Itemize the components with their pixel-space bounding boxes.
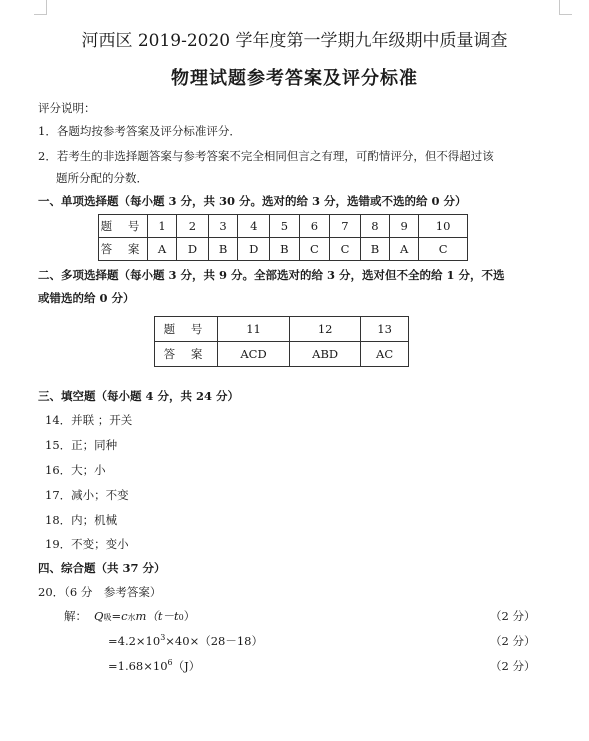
- eq2-base: =4.2×10: [108, 634, 161, 648]
- question-number: 12: [290, 317, 361, 342]
- fill-blank-answer: 17．减小；不变: [45, 488, 129, 502]
- question-number: 11: [218, 317, 290, 342]
- eq3-base: =1.68×10: [108, 659, 168, 673]
- answer-cell: D: [238, 238, 270, 261]
- equation-line-3: [108, 658, 200, 674]
- table-row-label: 题 号: [99, 215, 148, 238]
- question-number: 2: [177, 215, 209, 238]
- equation-line-1: [94, 608, 195, 624]
- question-number: 6: [299, 215, 330, 238]
- points-label: （2 分）: [490, 609, 536, 623]
- section2-heading: 二、多项选择题（每小题 3 分，共 9 分。全部选对的给 3 分，选对但不全的给 1 分，不选: [38, 268, 505, 282]
- document-subtitle: 物理试题参考答案及评分标准: [171, 68, 418, 89]
- points-label: （2 分）: [490, 659, 536, 673]
- table-row-label: 答 案: [99, 238, 148, 261]
- section1-heading: 一、单项选择题（每小题 3 分，共 30 分。选对的给 3 分，选错或不选的给 0 分）: [38, 194, 467, 208]
- fill-blank-answer: 19．不变；变小: [45, 537, 129, 551]
- crop-mark-right: [559, 0, 572, 15]
- scoring-note-item: 2．若考生的非选择题答案与参考答案不完全相同但言之有理，可酌情评分，但不得超过该: [38, 149, 494, 163]
- scoring-note-item: 1．各题均按参考答案及评分标准评分．: [38, 124, 241, 138]
- single-choice-answer-table: [98, 214, 468, 261]
- answer-cell: D: [177, 238, 209, 261]
- section2-heading-cont: 或错选的给 0 分）: [38, 291, 135, 305]
- fill-blank-answer: 18．内；机械: [45, 513, 118, 527]
- eq1-q-subscript: 吸: [103, 613, 112, 622]
- eq1-equals-c: =c: [111, 609, 128, 623]
- document-title: 河西区 2019-2020 学年度第一学期九年级期中质量调查: [81, 31, 508, 51]
- points-label: （2 分）: [490, 634, 536, 648]
- table-row-label: 答 案: [155, 342, 218, 367]
- question-number: 4: [238, 215, 270, 238]
- multi-choice-answer-table: [154, 316, 409, 367]
- eq1-q: Q: [94, 609, 104, 623]
- question-number: 7: [330, 215, 361, 238]
- eq3-exponent: 6: [167, 658, 173, 668]
- answer-cell: ABD: [290, 342, 361, 367]
- table-row: [99, 215, 468, 238]
- answer-cell: B: [360, 238, 389, 261]
- answer-cell: C: [330, 238, 361, 261]
- answer-cell: AC: [361, 342, 409, 367]
- section4-heading: 四、综合题（共 37 分）: [38, 561, 166, 575]
- table-row-label: 题 号: [155, 317, 218, 342]
- question-number: 1: [148, 215, 177, 238]
- section3-heading: 三、填空题（每小题 4 分，共 24 分）: [38, 389, 240, 403]
- answer-cell: C: [299, 238, 330, 261]
- question-number: 3: [208, 215, 237, 238]
- eq1-c-subscript: 水: [127, 613, 136, 622]
- scoring-note-item: 题所分配的分数．: [56, 171, 148, 185]
- answer-cell: A: [148, 238, 177, 261]
- question-20-heading: 20．（6 分 参考答案）: [38, 585, 162, 599]
- fill-blank-answer: 15．正；同种: [45, 438, 118, 452]
- eq1-end: ）: [183, 609, 196, 623]
- solution-label: 解：: [64, 609, 87, 623]
- answer-cell: B: [208, 238, 237, 261]
- eq2-rest: ×40×（28－18）: [165, 634, 263, 648]
- question-number: 5: [270, 215, 299, 238]
- fill-blank-answer: 14．并联 ；开关: [45, 413, 133, 427]
- answer-cell: B: [270, 238, 299, 261]
- eq3-rest: （J）: [172, 659, 201, 673]
- answer-cell: C: [419, 238, 468, 261]
- question-number: 9: [390, 215, 419, 238]
- table-row: [99, 238, 468, 261]
- crop-mark-left: [34, 0, 47, 15]
- answer-cell: A: [390, 238, 419, 261]
- scoring-note-heading: 评分说明：: [38, 101, 96, 115]
- question-number: 8: [360, 215, 389, 238]
- question-number: 10: [419, 215, 468, 238]
- question-number: 13: [361, 317, 409, 342]
- table-row: [155, 342, 409, 367]
- fill-blank-answer: 16．大；小: [45, 463, 106, 477]
- answer-cell: ACD: [218, 342, 290, 367]
- eq1-t0-subscript: 0: [178, 613, 184, 622]
- equation-line-2: [108, 633, 263, 649]
- eq2-exponent: 3: [160, 633, 166, 643]
- eq1-mid: m（t－t: [135, 609, 179, 623]
- table-row: [155, 317, 409, 342]
